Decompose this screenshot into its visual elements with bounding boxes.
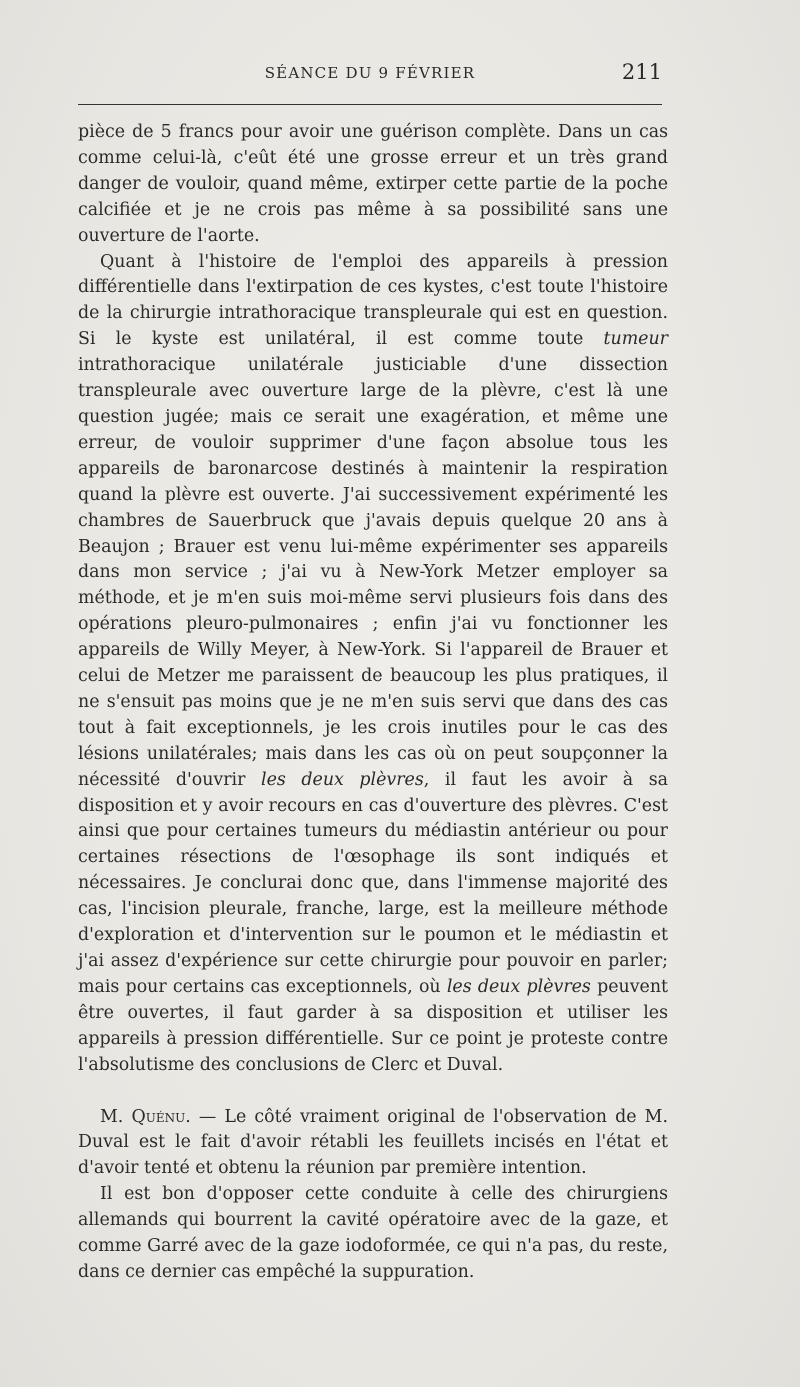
text-segment: intrathoracique unilatérale justiciable d'une dissection transpleurale avec ouverture large de la plèvre, c'est là une question jugée; mais ce serait une exagération, et même une erreur, de vouloir supprimer d'une façon absolue tous les appareils de baronarcose destinés à maintenir la respiration quand la plèvre est ouverte. J'ai successivement expérimenté les chambres de Sauerbruck que j'avais depuis quelque 20 ans à Beaujon ; Brauer est venu lui-même expérimenter ses appareils dans mon service ; j'ai vu à New-York Metzer employer sa méthode, et je m'en suis moi-même servi plusieurs fois dans des opérations pleuro-pulmonaires ; enfin j'ai vu fonctionner les appareils de Willy Meyer, à New-York. Si l'appareil de Brauer et celui de Metzer me paraissent de beaucoup les plus pratiques, il ne s'ensuit pas moins que je ne m'en suis servi que dans des cas tout à fait exceptionnels, je les crois inutiles pour le cas des lésions unilatérales; mais dans les cas où on peut soupçonner la nécessité d'ouvrir xyxy=(78,355,668,790)
text-segment: Quant à l'histoire de l'emploi des appareils à pression différentielle dans l'extirpation de ces kystes, c'est toute l'histoire de la chirurgie intrathoracique transpleurale qui est en question. Si le kyste est unilatéral, il est comme toute xyxy=(78,251,668,350)
text-segment: , il faut les avoir à sa disposition et y avoir recours en cas d'ouverture des plèvres. C'est ainsi que pour certaines tumeurs du médiastin antérieur ou pour certaines résections de l'œsophage ils sont indiqués et nécessaires. Je conclurai donc que, dans l'immense majorité des cas, l'incision pleurale, franche, large, est la meilleure méthode d'exploration et d'intervention sur le poumon et le médiastin et j'ai assez d'expérience sur cette chirurgie pour pouvoir en parler; mais pour certains cas exceptionnels, où xyxy=(78,769,669,997)
running-title: SÉANCE DU 9 FÉVRIER xyxy=(264,64,476,82)
speaker-name: Quénu xyxy=(131,1106,186,1127)
italic-segment: les deux plèvres xyxy=(446,976,591,997)
page-number: 211 xyxy=(621,60,662,84)
text-segment: peuvent être ouvertes, il faut garder à sa disposition et utiliser les appareils à pression différentielle. Sur ce point je proteste contre l'absolutisme des conclusions de Clerc et Duval. xyxy=(78,976,669,1075)
italic-segment: tumeur xyxy=(603,329,668,350)
header-rule xyxy=(78,104,662,105)
text-segment: . — Le côté vraiment original de l'observation de M. Duval est le fait d'avoir rétabli les feuillets incisés en l'état et d'avoir tenté et obtenu la réunion par première intention. xyxy=(78,1106,668,1179)
paragraph-1 xyxy=(78,120,668,250)
paragraph-gap xyxy=(78,1079,668,1105)
text-segment: M. xyxy=(100,1106,132,1127)
text-segment: Il est bon d'opposer cette conduite à celle des chirurgiens allemands qui bourrent la cavité opératoire avec de la gaze, et comme Garré avec de la gaze iodoformée, ce qui n'a pas, du reste, dans ce dernier cas empêché la suppuration. xyxy=(78,1184,668,1282)
paragraph-3 xyxy=(78,1105,668,1183)
paragraph-2 xyxy=(78,250,668,1079)
paragraph-4 xyxy=(78,1182,668,1286)
body-text xyxy=(78,120,668,1286)
italic-segment: les deux plèvres xyxy=(261,769,424,790)
page-header xyxy=(78,58,662,92)
text-segment: pièce de 5 francs pour avoir une guérison complète. Dans un cas comme celui-là, c'eût été une grosse erreur et un très grand danger de vouloir, quand même, extirper cette partie de la poche calcifiée et je ne crois pas même à sa possibilité sans une ouverture de l'aorte. xyxy=(78,122,668,246)
